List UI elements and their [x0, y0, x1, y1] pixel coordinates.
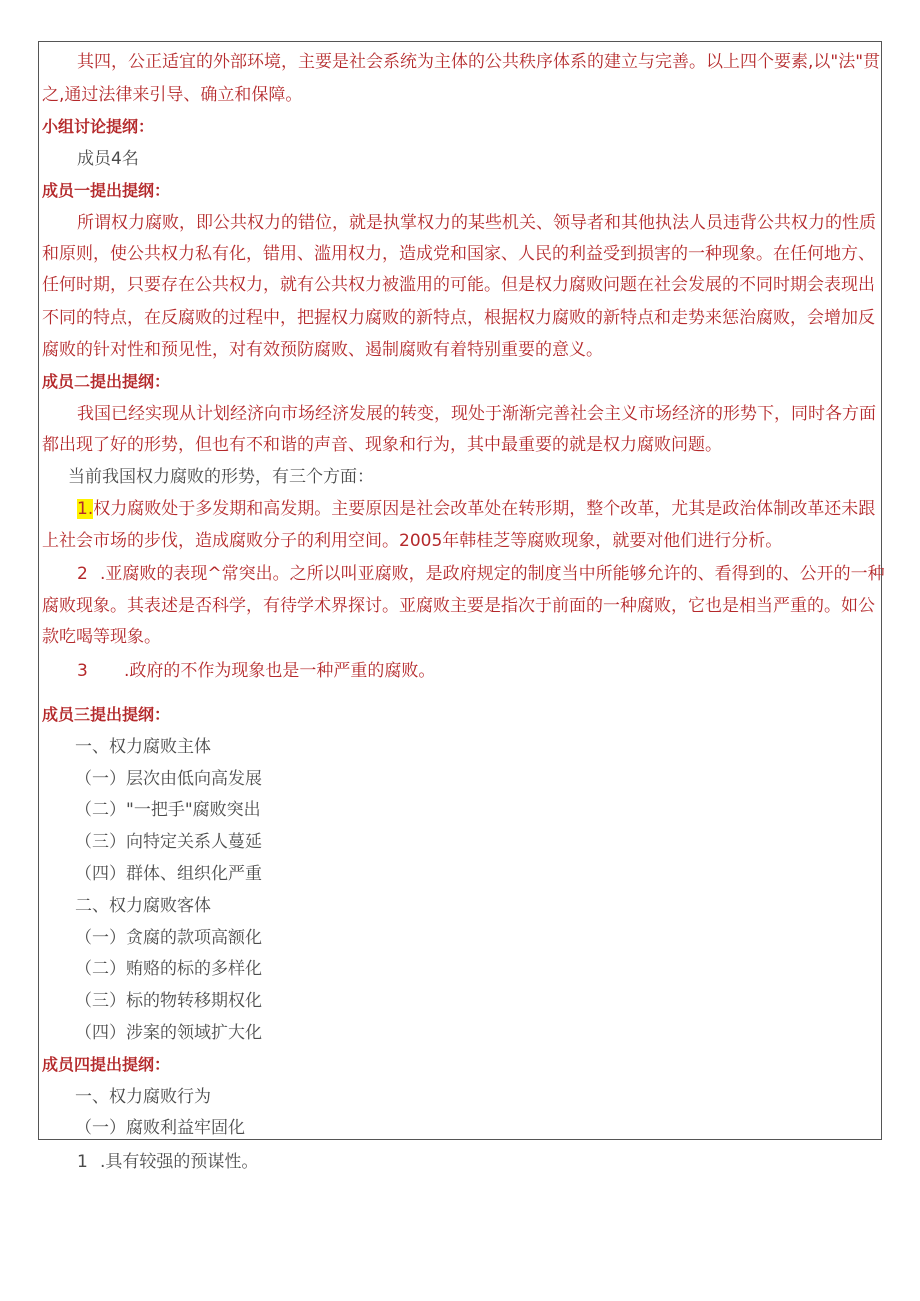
- member1-heading: 成员一提出提纲：: [42, 181, 171, 200]
- outline-item: （四）涉案的领域扩大化: [75, 1023, 262, 1043]
- point-2-text: .亚腐败的表现^常突出。之所以叫亚腐败，是政府规定的制度当中所能够允许的、看得到的、公开的一种: [100, 564, 885, 584]
- outline-item: （三）标的物转移期权化: [75, 991, 262, 1011]
- outline-item: （二）"一把手"腐败突出: [75, 800, 261, 820]
- point-3-number: 3: [77, 661, 88, 681]
- member1-line: 腐败的针对性和预见性，对有效预防腐败、遏制腐败有着特别重要的意义。: [42, 340, 603, 360]
- highlight-marker: 1.: [77, 499, 94, 519]
- outside-item-text: .具有较强的预谋性。: [100, 1152, 259, 1172]
- member2-heading: 成员二提出提纲：: [42, 372, 171, 391]
- intro-line-1: 其四，公正适宜的外部环境，主要是社会系统为主体的公共秩序体系的建立与完善。以上四个要素,以"法"贯: [77, 52, 881, 72]
- member1-line: 和原则，使公共权力私有化，错用、滥用权力，造成党和国家、人民的利益受到损害的一种现象。在任何地方、: [42, 244, 875, 264]
- point-3-text: .政府的不作为现象也是一种严重的腐败。: [124, 661, 436, 681]
- point-1-text: 权力腐败处于多发期和高发期。主要原因是社会改革处在转形期，整个改革，尤其是政治体制改革还未跟: [93, 499, 876, 519]
- outline-item: （一）贪腐的款项高额化: [75, 928, 262, 948]
- point-1: [77, 498, 875, 520]
- member1-line: 任何时期，只要存在公共权力，就有公共权力被滥用的可能。但是权力腐败问题在社会发展的不同时期会表现出: [42, 275, 875, 295]
- member3-heading: 成员三提出提纲：: [42, 705, 171, 724]
- member4-heading: 成员四提出提纲：: [42, 1055, 171, 1074]
- outline-item: 二、权力腐败客体: [75, 896, 211, 916]
- point-2-continued: 腐败现象。其表述是否科学，有待学术界探讨。亚腐败主要是指次于前面的一种腐败，它也是相当严重的。如公: [42, 596, 875, 616]
- outline-item: 一、权力腐败行为: [75, 1087, 211, 1107]
- discussion-heading: 小组讨论提纲：: [42, 117, 155, 136]
- outline-item: （一）腐败利益牢固化: [75, 1118, 245, 1138]
- intro-line-2: 之,通过法律来引导、确立和保障。: [42, 85, 303, 105]
- members-count: 成员4名: [77, 149, 139, 169]
- outline-item: （一）层次由低向高发展: [75, 769, 262, 789]
- outline-item: （二）贿赂的标的多样化: [75, 959, 262, 979]
- point-1-continued: 上社会市场的步伐，造成腐败分子的利用空间。2005年韩桂芝等腐败现象，就要对他们进行分析。: [42, 531, 783, 551]
- point-2-number: 2: [77, 564, 88, 584]
- outline-item: （三）向特定关系人蔓延: [75, 832, 262, 852]
- member1-line: 所谓权力腐败，即公共权力的错位，就是执掌权力的某些机关、领导者和其他执法人员违背公共权力的性质: [77, 213, 876, 233]
- member2-line: 我国已经实现从计划经济向市场经济发展的转变，现处于渐渐完善社会主义市场经济的形势下，同时各方面: [77, 404, 876, 424]
- point-2-continued: 款吃喝等现象。: [42, 627, 161, 647]
- member2-line: 都出现了好的形势，但也有不和谐的声音、现象和行为，其中最重要的就是权力腐败问题。: [42, 435, 722, 455]
- member2-intro: 当前我国权力腐败的形势，有三个方面：: [68, 467, 374, 487]
- outside-item-number: 1: [77, 1152, 88, 1172]
- outline-item: （四）群体、组织化严重: [75, 864, 262, 884]
- outline-item: 一、权力腐败主体: [75, 737, 211, 757]
- member1-line: 不同的特点，在反腐败的过程中，把握权力腐败的新特点，根据权力腐败的新特点和走势来惩治腐败，会增加反: [42, 308, 875, 328]
